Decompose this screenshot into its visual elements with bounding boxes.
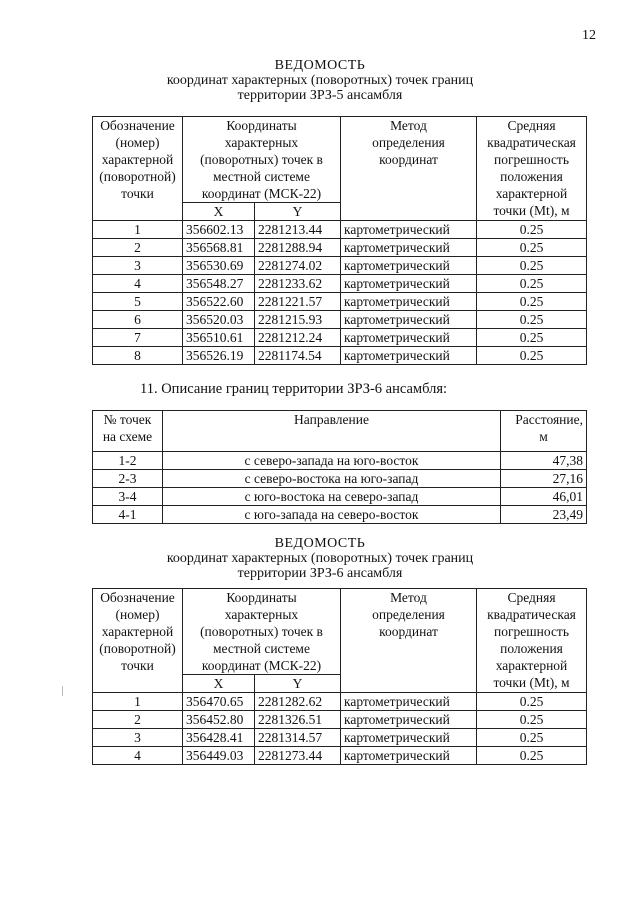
method: картометрический [341, 329, 477, 347]
coordinates-table-zrz6 [92, 588, 587, 765]
page-number: 12 [582, 28, 596, 43]
table-row [93, 329, 587, 347]
point-number: 2 [93, 711, 183, 729]
point-number: 6 [93, 311, 183, 329]
segment-direction: с северо-востока на юго-запад [163, 470, 501, 488]
table-row [93, 257, 587, 275]
method: картометрический [341, 347, 477, 365]
coord-x: 356449.03 [183, 747, 255, 765]
mean-error: 0.25 [477, 221, 587, 239]
method: картометрический [341, 275, 477, 293]
method: картометрический [341, 239, 477, 257]
register-heading-zrz5 [0, 58, 640, 103]
table-row [93, 693, 587, 711]
coord-y: 2281273.44 [255, 747, 341, 765]
coord-y: 2281233.62 [255, 275, 341, 293]
header-point-designation: Обозначение (номер) характерной (поворотной) точки [93, 589, 183, 693]
header-x: X [183, 203, 255, 221]
header-y: Y [255, 203, 341, 221]
table-row [93, 470, 587, 488]
coord-y: 2281213.44 [255, 221, 341, 239]
segment-direction: с юго-запада на северо-восток [163, 506, 501, 524]
coord-y: 2281288.94 [255, 239, 341, 257]
table-row [93, 452, 587, 470]
heading-subtitle-2: территории ЗРЗ-6 ансамбля [237, 566, 403, 581]
table-row [93, 506, 587, 524]
mean-error: 0.25 [477, 311, 587, 329]
header-y: Y [255, 675, 341, 693]
table-row [93, 239, 587, 257]
coord-x: 356548.27 [183, 275, 255, 293]
scan-mark [62, 686, 63, 696]
segment-distance: 47,38 [501, 452, 587, 470]
section-11-title: 11. Описание границ территории ЗРЗ-6 ансамбля: [140, 381, 448, 397]
mean-error: 0.25 [477, 747, 587, 765]
heading-title: ВЕДОМОСТЬ [274, 58, 366, 73]
coord-y: 2281215.93 [255, 311, 341, 329]
table-row [93, 221, 587, 239]
mean-error: 0.25 [477, 239, 587, 257]
point-number: 1 [93, 693, 183, 711]
header-distance: Расстояние, м [501, 411, 587, 452]
point-number: 4 [93, 747, 183, 765]
coord-x: 356452.80 [183, 711, 255, 729]
coord-x: 356470.65 [183, 693, 255, 711]
point-number: 7 [93, 329, 183, 347]
method: картометрический [341, 257, 477, 275]
table-row [93, 729, 587, 747]
table-header-row [93, 589, 587, 675]
method: картометрический [341, 293, 477, 311]
mean-error: 0.25 [477, 275, 587, 293]
header-method: Метод определения координат [341, 117, 477, 221]
coord-x: 356602.13 [183, 221, 255, 239]
header-error: Средняя квадратическая погрешность положения характерной точки (Mt), м [477, 589, 587, 693]
coord-y: 2281326.51 [255, 711, 341, 729]
mean-error: 0.25 [477, 693, 587, 711]
point-number: 3 [93, 257, 183, 275]
table-header-row [93, 117, 587, 203]
coord-x: 356568.81 [183, 239, 255, 257]
segment-points: 3-4 [93, 488, 163, 506]
method: картометрический [341, 693, 477, 711]
header-coordinates: Координаты характерных (поворотных) точек в местной системе координат (МСК-22) [183, 117, 341, 203]
method: картометрический [341, 221, 477, 239]
coord-y: 2281221.57 [255, 293, 341, 311]
heading-subtitle: координат характерных (поворотных) точек границ [166, 551, 474, 566]
coordinates-table-zrz5 [92, 116, 587, 365]
heading-title: ВЕДОМОСТЬ [274, 536, 366, 551]
table-row [93, 347, 587, 365]
method: картометрический [341, 311, 477, 329]
mean-error: 0.25 [477, 729, 587, 747]
segment-direction: с юго-востока на северо-запад [163, 488, 501, 506]
mean-error: 0.25 [477, 293, 587, 311]
header-coordinates: Координаты характерных (поворотных) точек в местной системе координат (МСК-22) [183, 589, 341, 675]
point-number: 8 [93, 347, 183, 365]
register-heading-zrz6 [0, 536, 640, 581]
method: картометрический [341, 729, 477, 747]
coord-x: 356522.60 [183, 293, 255, 311]
heading-subtitle: координат характерных (поворотных) точек границ [166, 73, 474, 88]
coord-x: 356510.61 [183, 329, 255, 347]
header-direction: Направление [163, 411, 501, 452]
table-row [93, 275, 587, 293]
mean-error: 0.25 [477, 329, 587, 347]
boundary-segments-table [92, 410, 587, 524]
coord-x: 356526.19 [183, 347, 255, 365]
coord-y: 2281314.57 [255, 729, 341, 747]
segment-distance: 46,01 [501, 488, 587, 506]
heading-subtitle-2: территории ЗРЗ-5 ансамбля [237, 88, 403, 103]
method: картометрический [341, 747, 477, 765]
coord-y: 2281174.54 [255, 347, 341, 365]
header-method: Метод определения координат [341, 589, 477, 693]
coord-x: 356428.41 [183, 729, 255, 747]
segment-points: 4-1 [93, 506, 163, 524]
coord-y: 2281212.24 [255, 329, 341, 347]
segment-distance: 23,49 [501, 506, 587, 524]
header-point-designation: Обозначение (номер) характерной (поворотной) точки [93, 117, 183, 221]
table-row [93, 488, 587, 506]
coord-x: 356520.03 [183, 311, 255, 329]
mean-error: 0.25 [477, 711, 587, 729]
header-points: № точек на схеме [93, 411, 163, 452]
table-row [93, 293, 587, 311]
segment-distance: 27,16 [501, 470, 587, 488]
point-number: 3 [93, 729, 183, 747]
mean-error: 0.25 [477, 347, 587, 365]
coord-y: 2281274.02 [255, 257, 341, 275]
segment-points: 2-3 [93, 470, 163, 488]
segment-points: 1-2 [93, 452, 163, 470]
point-number: 4 [93, 275, 183, 293]
point-number: 1 [93, 221, 183, 239]
point-number: 2 [93, 239, 183, 257]
table-row [93, 311, 587, 329]
coord-x: 356530.69 [183, 257, 255, 275]
header-error: Средняя квадратическая погрешность положения характерной точки (Mt), м [477, 117, 587, 221]
mean-error: 0.25 [477, 257, 587, 275]
point-number: 5 [93, 293, 183, 311]
table-header-row [93, 411, 587, 452]
table-row [93, 711, 587, 729]
table-row [93, 747, 587, 765]
coord-y: 2281282.62 [255, 693, 341, 711]
method: картометрический [341, 711, 477, 729]
segment-direction: с северо-запада на юго-восток [163, 452, 501, 470]
header-x: X [183, 675, 255, 693]
